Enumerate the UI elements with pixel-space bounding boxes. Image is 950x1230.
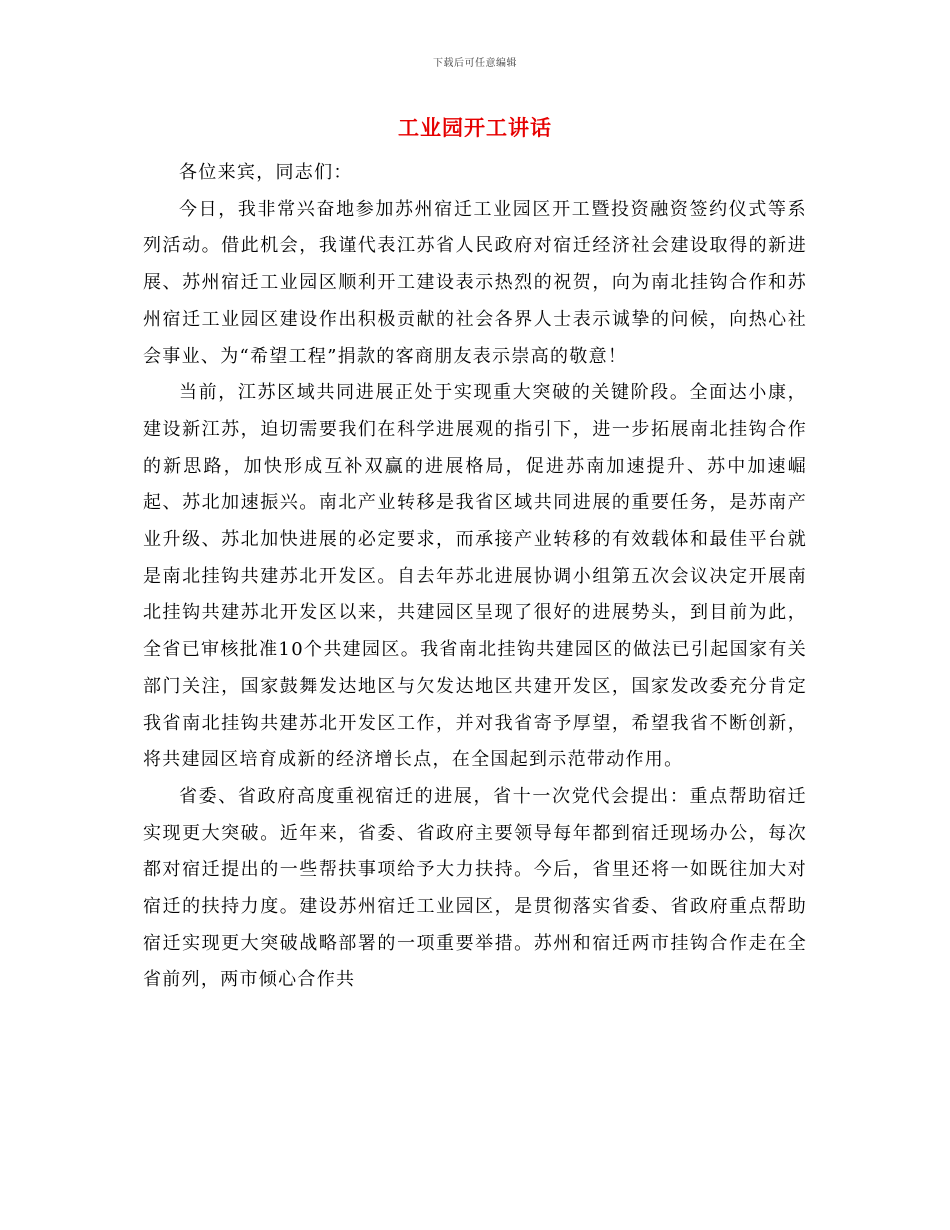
header-note: 下载后可任意编辑	[433, 58, 517, 69]
paragraph-2: 当前，江苏区域共同进展正处于实现重大突破的关键阶段。全面达小康，建设新江苏，迫切需要我们在科学进展观的指引下，进一步拓展南北挂钩合作的新思路，加快形成互补双赢的进展格局，促进苏南加速提升、苏中加速崛起、苏北加速振兴。南北产业转移是我省区域共同进展的重要任务，是苏南产业升级、苏北加快进展的必定要求，而承接产业转移的有效载体和最佳平台就是南北挂钩共建苏北开发区。自去年苏北进展协调小组第五次会议决定开展南北挂钩共建苏北开发区以来，共建园区呈现了很好的进展势头，到目前为此，全省已审核批准10个共建园区。我省南北挂钩共建园区的做法已引起国家有关部门关注，国家鼓舞发达地区与欠发达地区共建开发区，国家发改委充分肯定我省南北挂钩共建苏北开发区工作，并对我省寄予厚望，希望我省不断创新，将共建园区培育成新的经济增长点，在全国起到示范带动作用。	[143, 382, 807, 771]
paragraph-1: 今日，我非常兴奋地参加苏州宿迁工业园区开工暨投资融资签约仪式等系列活动。借此机会，我谨代表江苏省人民政府对宿迁经济社会建设取得的新进展、苏州宿迁工业园区顺利开工建设表示热烈的祝贺，向为南北挂钩合作和苏州宿迁工业园区建设作出积极贡献的社会各界人士表示诚挚的问候，向热心社会事业、为“希望工程”捐款的客商朋友表示崇高的敬意！	[143, 198, 807, 367]
salutation: 各位来宾，同志们：	[179, 162, 353, 183]
document-body	[143, 155, 807, 999]
paragraph-3: 省委、省政府高度重视宿迁的进展，省十一次党代会提出：重点帮助宿迁实现更大突破。近年来，省委、省政府主要领导每年都到宿迁现场办公，每次都对宿迁提出的一些帮扶事项给予大力扶持。今后，省里还将一如既往加大对宿迁的扶持力度。建设苏州宿迁工业园区，是贯彻落实省委、省政府重点帮助宿迁实现更大突破战略部署的一项重要举措。苏州和宿迁两市挂钩合作走在全省前列，两市倾心合作共	[143, 785, 807, 991]
document-title: 工业园开工讲话	[398, 116, 552, 140]
